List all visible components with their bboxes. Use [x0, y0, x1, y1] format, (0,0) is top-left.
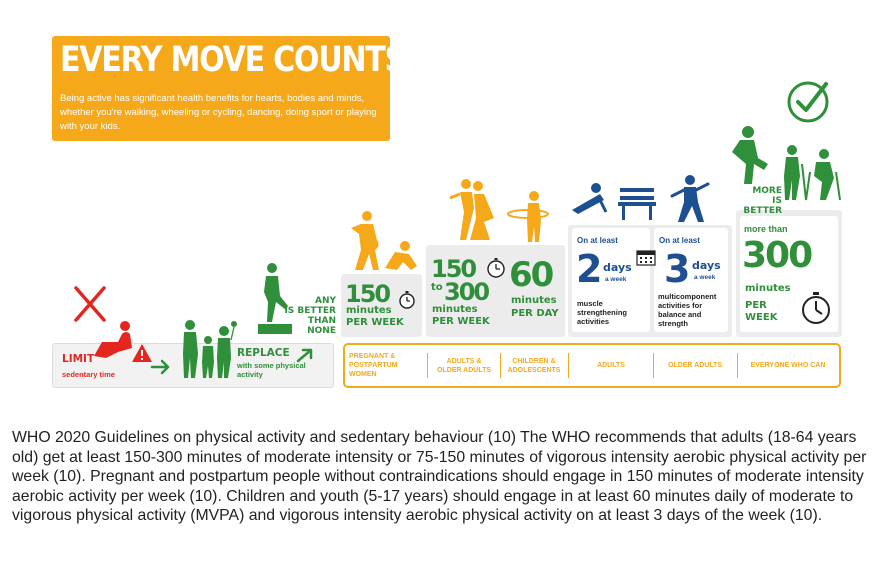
green-arrow-up-right-icon — [296, 347, 314, 363]
adults-to: to — [431, 282, 443, 293]
tai-chi-elder-icon — [670, 174, 710, 224]
replace-label: REPLACE — [237, 347, 290, 359]
any-better-text — [282, 296, 336, 336]
audience-pregnant-2: POSTPARTUM — [349, 362, 398, 369]
muscle-a-week: a week — [605, 276, 627, 283]
more-unit1: minutes — [745, 283, 791, 294]
figure-caption: WHO 2020 Guidelines on physical activity and sedentary behaviour (10) The WHO recommends that adults (18-64 years old) get at least 150-300 minutes of moderate intensity or 75-150 minutes of vigorous intensity aerobic physical activity per week (10). Pregnant and postpartum people without contraindications should engage in 150 minutes of moderate intensity aerobic activity per week (10). Children and youth (5-17 years) should engage in at least 60 minutes daily of moderate to vigorous physical activity (MVPA) and vigorous intensity aerobic physical activity on at least 3 days of the week (10). — [12, 429, 867, 524]
adults-unit1: minutes — [432, 304, 478, 315]
audience-adults: ADULTS — [597, 362, 625, 369]
more-line2: IS BETTER — [743, 196, 782, 216]
audience-children-2: ADOLESCENTS — [507, 366, 561, 374]
any-line2: IS BETTER — [284, 306, 336, 316]
adults-number2: 300 — [444, 278, 489, 306]
children-unit1: minutes — [511, 295, 557, 306]
pregnant-unit1: minutes — [346, 305, 392, 316]
children-number: 60 — [509, 255, 553, 295]
audience-bar — [343, 343, 841, 388]
bench-pushup-icon — [570, 180, 656, 222]
audience-pregnant — [349, 345, 421, 386]
hula-hoop-child-icon — [506, 190, 550, 244]
audience-children-1: CHILDREN & — [512, 357, 556, 365]
adults-unit2: PER WEEK — [432, 316, 490, 327]
children-unit2: PER DAY — [511, 308, 559, 319]
muscle-desc: muscle strengthening activities — [577, 299, 627, 326]
more-better-text — [738, 186, 782, 216]
audience-divider — [568, 353, 569, 378]
stopwatch-icon — [800, 292, 832, 324]
checkmark-circle-icon — [786, 78, 834, 126]
audience-everyone: EVERYONE WHO CAN — [750, 362, 826, 369]
limit-sub: sedentary time — [62, 370, 115, 379]
audience-older-adults: OLDER ADULTS — [667, 362, 723, 369]
audience-adults-older — [429, 345, 499, 386]
pregnant-number: 150 — [345, 280, 390, 308]
banner-subtitle: Being active has significant health benefits for hearts, bodies and minds, whether you're walking, wheeling or cycling, dancing, doing sport or playing with your kids. — [60, 93, 377, 132]
audience-divider — [653, 353, 654, 378]
green-arrow-right-icon — [150, 358, 172, 376]
audience-pregnant-1: PREGNANT & — [349, 353, 396, 360]
audience-adults-1: ADULTS & — [446, 357, 482, 365]
stopwatch-icon — [486, 258, 506, 278]
any-line3: THAN NONE — [307, 316, 336, 336]
banner-title: EVERY MOVE COUNTS — [60, 40, 405, 80]
any-line1: ANY — [314, 296, 336, 306]
balance-a-week: a week — [694, 274, 716, 281]
balance-number: 3 — [664, 247, 689, 291]
muscle-on-at-least: On at least — [577, 236, 618, 245]
balance-desc: multicomponent activities for balance and strength — [658, 292, 717, 328]
audience-divider — [500, 353, 501, 378]
more-line1: MORE — [752, 186, 782, 196]
balance-days: days — [692, 259, 721, 272]
muscle-number: 2 — [576, 247, 601, 291]
audience-divider — [737, 353, 738, 378]
replace-sub: with some physical activity — [237, 361, 306, 379]
more-than: more than — [744, 224, 788, 234]
muscle-days: days — [603, 261, 632, 274]
audience-children — [502, 345, 566, 386]
family-walking-icon — [178, 318, 240, 380]
audience-pregnant-3: WOMEN — [349, 371, 377, 378]
more-number: 300 — [742, 235, 812, 276]
audience-divider — [427, 353, 428, 378]
audience-adults-2: OLDER ADULTS — [436, 366, 492, 374]
stopwatch-icon — [398, 291, 416, 309]
pregnant-exercise-icon — [345, 210, 421, 272]
limit-label: LIMIT — [62, 353, 95, 365]
sedentary-person-icon — [92, 318, 152, 366]
calendar-icon — [636, 248, 656, 266]
pregnant-unit2: PER WEEK — [346, 317, 404, 328]
more-unit2a: PER — [745, 300, 767, 311]
adults-number1: 150 — [431, 255, 476, 283]
dancing-couple-icon — [444, 178, 500, 242]
balance-on-at-least: On at least — [659, 236, 700, 245]
more-unit2b: WEEK — [745, 312, 778, 323]
every-move-counts-banner — [52, 36, 405, 141]
